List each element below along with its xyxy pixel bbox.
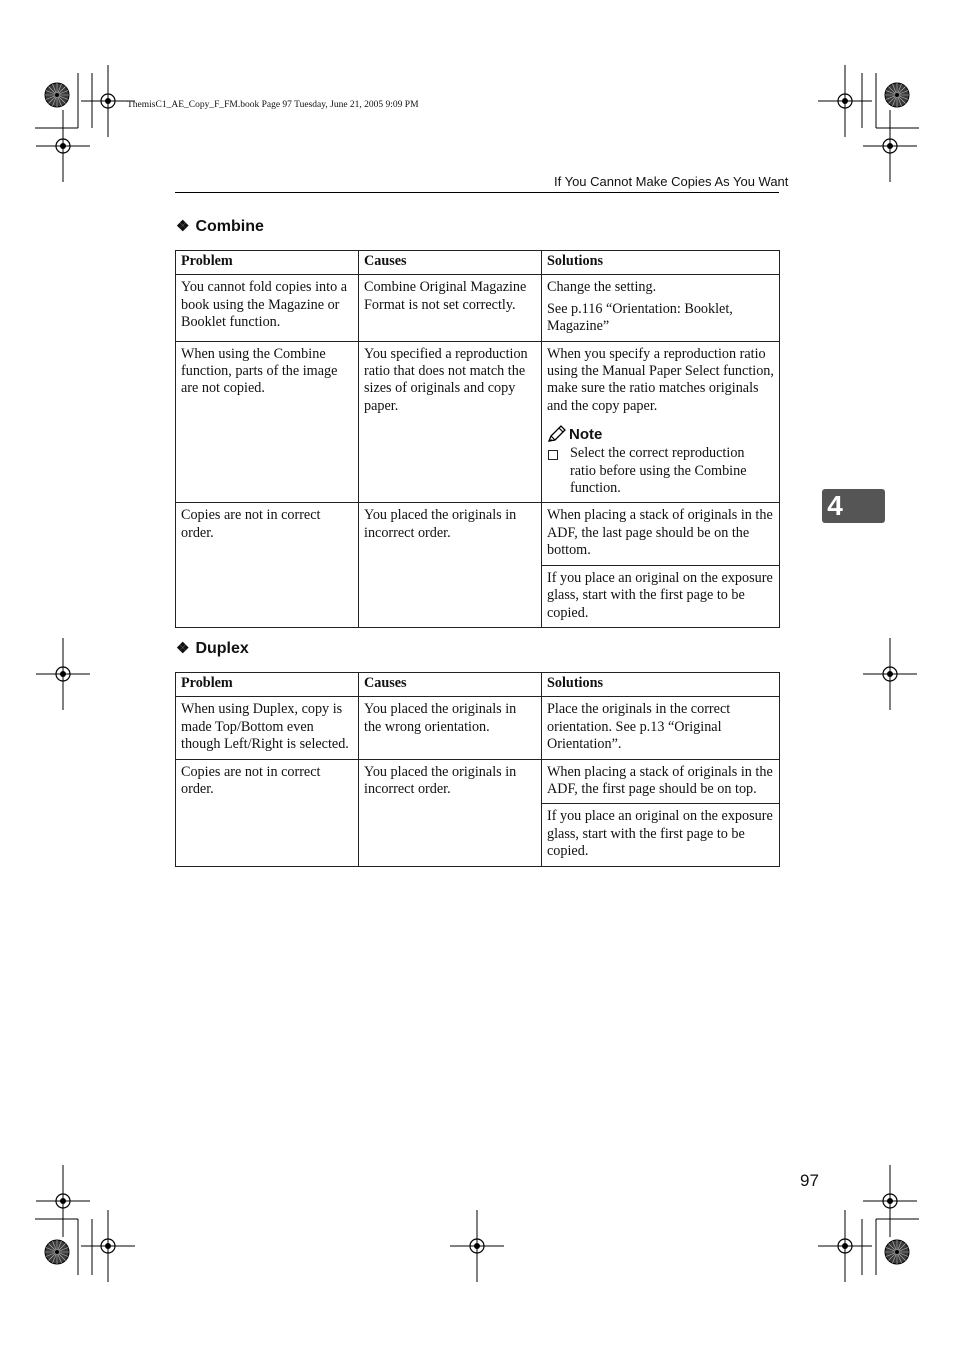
solution-cell: If you place an original on the exposure glass, start with the first page to be copied. xyxy=(542,565,780,627)
page-number: 97 xyxy=(800,1171,819,1190)
solution-reference: See p.116 “Orientation: Booklet, Magazine” xyxy=(547,300,733,335)
section-title-duplex: ❖ Duplex xyxy=(176,640,249,657)
solution-cell: When placing a stack of originals in the ADF, the first page should be on top. xyxy=(542,759,780,804)
table-row xyxy=(176,275,780,341)
solution-text: When you specify a reproduction ratio using the Manual Paper Select function, make sure the ratio matches originals and the copy paper. xyxy=(547,345,774,414)
solution-cell: When placing a stack of originals in the ADF, the last page should be on the bottom. xyxy=(542,503,780,565)
column-header: Solutions xyxy=(542,251,780,275)
checkbox-bullet-icon xyxy=(548,450,558,460)
table-row xyxy=(176,341,780,503)
table-row xyxy=(176,759,780,804)
problem-cell: When using Duplex, copy is made Top/Bottom even though Left/Right is selected. xyxy=(176,697,359,759)
problem-cell: Copies are not in correct order. xyxy=(176,759,359,866)
cause-cell: You specified a reproduction ratio that does not match the sizes of originals and copy paper. xyxy=(359,341,542,503)
solution-cell xyxy=(542,341,780,503)
table-header-row xyxy=(176,251,780,275)
solution-cell xyxy=(542,275,780,341)
diamond-bullet-icon: ❖ xyxy=(176,640,190,657)
table-header-row xyxy=(176,673,780,697)
column-header: Problem xyxy=(176,251,359,275)
diamond-bullet-icon: ❖ xyxy=(176,218,190,235)
header-rule xyxy=(175,192,779,193)
book-info: ThemisC1_AE_Copy_F_FM.book Page 97 Tuesday, June 21, 2005 9:09 PM xyxy=(127,100,419,110)
solution-cell: If you place an original on the exposure glass, start with the first page to be copied. xyxy=(542,804,780,866)
cause-cell: Combine Original Magazine Format is not set correctly. xyxy=(359,275,542,341)
solution-cell: Place the originals in the correct orientation. See p.13 “Original Orientation”. xyxy=(542,697,780,759)
cause-cell: You placed the originals in the wrong orientation. xyxy=(359,697,542,759)
combine-table xyxy=(175,250,780,628)
problem-cell: You cannot fold copies into a book using the Magazine or Booklet function. xyxy=(176,275,359,341)
running-title: If You Cannot Make Copies As You Want xyxy=(554,174,789,189)
note-item xyxy=(547,445,774,497)
solution-text: Change the setting. xyxy=(547,279,657,296)
problem-cell: When using the Combine function, parts of the image are not copied. xyxy=(176,341,359,503)
section-title-combine: ❖ Combine xyxy=(176,218,264,235)
column-header: Problem xyxy=(176,673,359,697)
note-text: Select the correct reproduction ratio before using the Combine function. xyxy=(570,445,747,497)
table-row xyxy=(176,697,780,759)
note-heading: Note xyxy=(547,425,774,443)
cause-cell: You placed the originals in incorrect order. xyxy=(359,503,542,627)
column-header: Solutions xyxy=(542,673,780,697)
cause-cell: You placed the originals in incorrect order. xyxy=(359,759,542,866)
chapter-number: 4 xyxy=(827,490,843,521)
column-header: Causes xyxy=(359,673,542,697)
column-header: Causes xyxy=(359,251,542,275)
duplex-table xyxy=(175,672,780,867)
problem-cell: Copies are not in correct order. xyxy=(176,503,359,627)
table-row xyxy=(176,503,780,565)
pencil-note-icon xyxy=(547,425,567,443)
